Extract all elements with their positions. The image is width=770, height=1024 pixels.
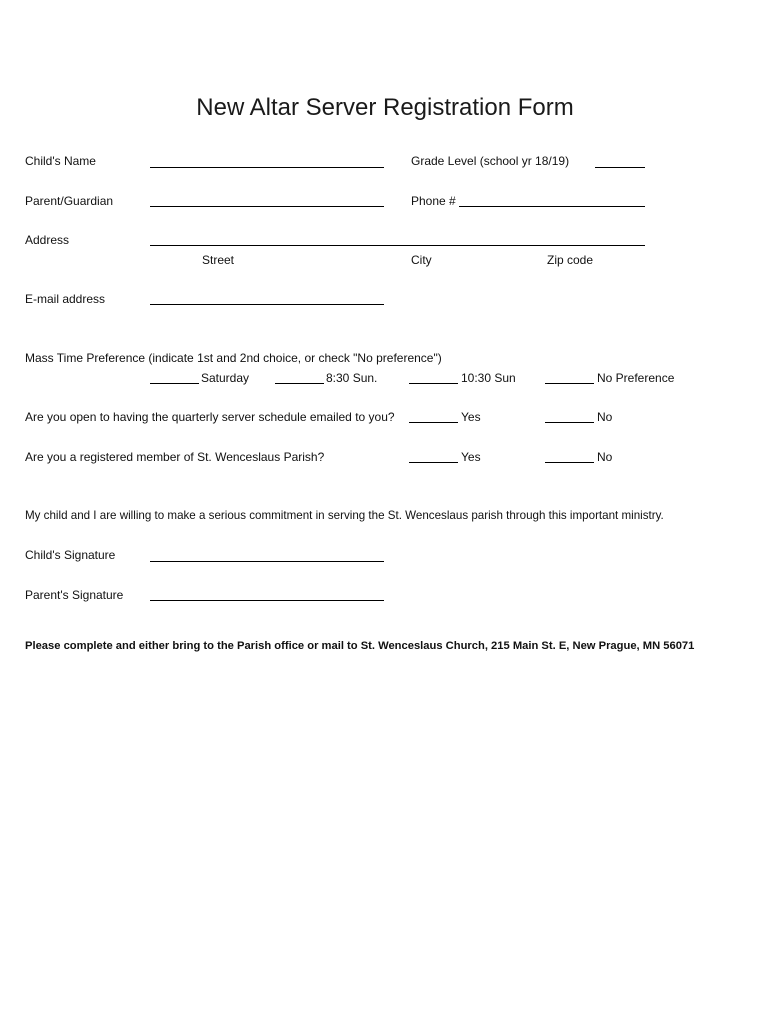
- no-preference-blank[interactable]: [545, 383, 594, 384]
- saturday-option: Saturday: [201, 371, 250, 385]
- mass-preference-label: Mass Time Preference (indicate 1st and 2nd choice, or check "No preference"): [25, 351, 442, 365]
- phone-label: Phone #: [411, 194, 456, 208]
- no-preference-option: No Preference: [597, 371, 675, 385]
- commitment-statement: My child and I are willing to make a serious commitment in serving the St. Wenceslaus parish through this important ministry.: [25, 509, 664, 522]
- schedule-no-blank[interactable]: [545, 422, 594, 423]
- child-signature-label: Child's Signature: [25, 548, 116, 562]
- sun-1030-blank[interactable]: [409, 383, 458, 384]
- address-label: Address: [25, 233, 70, 247]
- city-label: City: [411, 253, 432, 267]
- submission-instructions: Please complete and either bring to the Parish office or mail to St. Wenceslaus Church, 215 Main St. E, New Prague, MN 56071: [25, 640, 695, 652]
- schedule-email-question: Are you open to having the quarterly server schedule emailed to you?: [25, 410, 395, 424]
- address-field[interactable]: [150, 245, 645, 246]
- zip-code-label: Zip code: [547, 253, 594, 267]
- grade-level-label: Grade Level (school yr 18/19): [411, 154, 570, 168]
- member-no-blank[interactable]: [545, 462, 594, 463]
- member-yes-label: Yes: [461, 450, 481, 464]
- sun-830-blank[interactable]: [275, 383, 324, 384]
- parent-guardian-field[interactable]: [150, 206, 384, 207]
- email-label: E-mail address: [25, 292, 106, 306]
- sun-1030-option: 10:30 Sun: [461, 371, 516, 385]
- member-question: Are you a registered member of St. Wenceslaus Parish?: [25, 450, 325, 464]
- schedule-yes-blank[interactable]: [409, 422, 458, 423]
- parent-signature-label: Parent's Signature: [25, 588, 124, 602]
- phone-field[interactable]: [459, 206, 645, 207]
- sun-830-option: 8:30 Sun.: [326, 371, 378, 385]
- child-name-field[interactable]: [150, 167, 384, 168]
- schedule-no-label: No: [597, 410, 613, 424]
- parent-signature-field[interactable]: [150, 600, 384, 601]
- email-field[interactable]: [150, 304, 384, 305]
- grade-level-field[interactable]: [595, 167, 645, 168]
- schedule-yes-label: Yes: [461, 410, 481, 424]
- child-name-label: Child's Name: [25, 154, 96, 168]
- parent-guardian-label: Parent/Guardian: [25, 194, 114, 208]
- saturday-blank[interactable]: [150, 383, 199, 384]
- child-signature-field[interactable]: [150, 561, 384, 562]
- form-title: New Altar Server Registration Form: [196, 94, 574, 121]
- member-yes-blank[interactable]: [409, 462, 458, 463]
- street-label: Street: [202, 253, 235, 267]
- member-no-label: No: [597, 450, 613, 464]
